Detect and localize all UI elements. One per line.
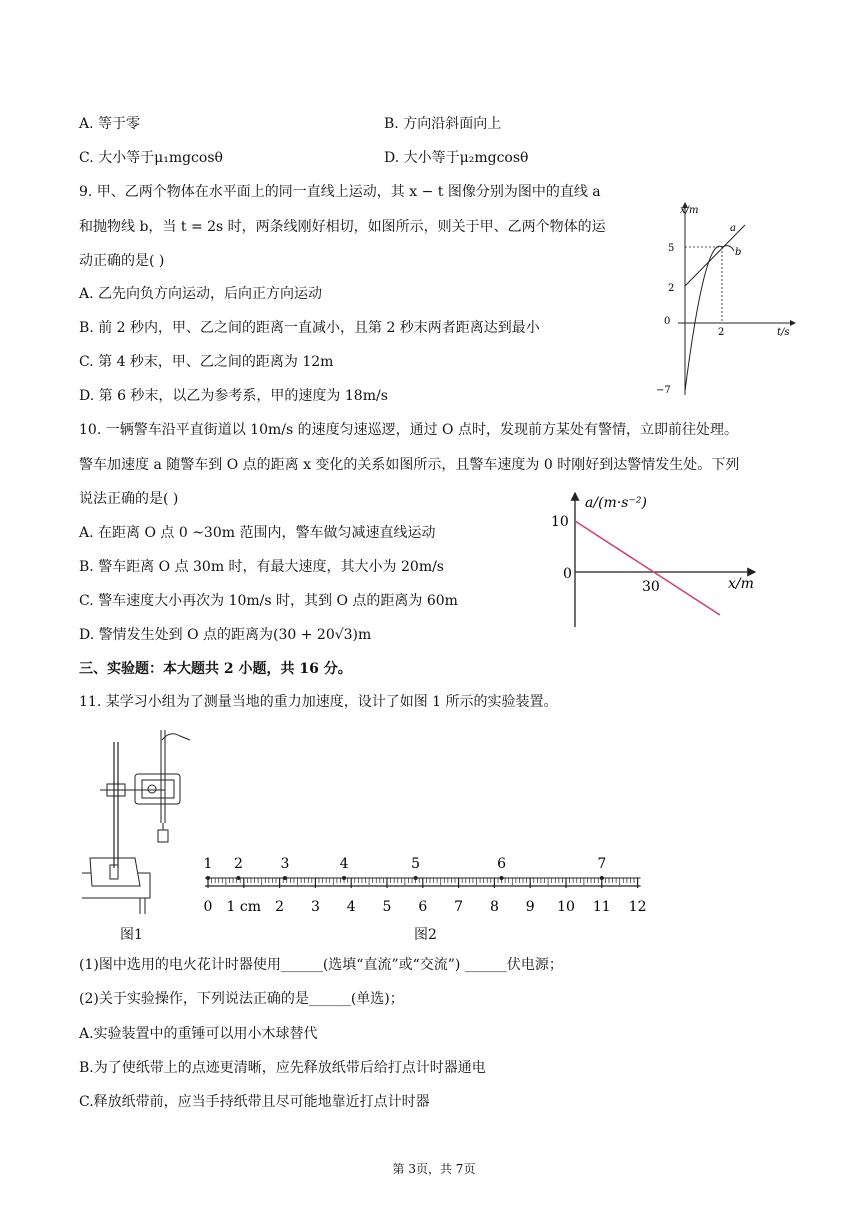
q10-option-a: A. 在距离 O 点 0 ~30m 范围内，警车做匀减速直线运动 (79, 525, 436, 541)
q11-figure-1-apparatus (80, 728, 200, 918)
q11-option-c: C.释放纸带前，应当手持纸带且尽可能地靠近打点计时器 (79, 1094, 430, 1110)
tape-dot (342, 876, 346, 880)
ruler-label: 8 (489, 899, 499, 915)
ruler-label: 9 (525, 899, 535, 915)
q10-option-c: C. 警车速度大小再次为 10m/s 时，其到 O 点的距离为 60m (79, 593, 458, 609)
tape-point-label: 1 (203, 856, 213, 872)
tape-dot (500, 876, 504, 880)
q9-option-c: C. 第 4 秒末，甲、乙之间的距离为 12m (79, 354, 334, 370)
ruler-label: 7 (454, 899, 464, 915)
q9-stem-line-1: 9. 甲、乙两个物体在水平面上的同一直线上运动，其 x − t 图像分别为图中的直线 a (79, 184, 601, 200)
tape-dot (414, 876, 418, 880)
tape-dot (600, 876, 604, 880)
q9-tick-5: 5 (668, 243, 675, 254)
ruler-label: 0 (203, 899, 213, 915)
ruler-label: 1 cm (226, 899, 262, 915)
ruler-label: 11 (592, 899, 611, 915)
ruler-label: 6 (418, 899, 428, 915)
q9-label-b: b (735, 247, 742, 258)
ruler-label: 4 (346, 899, 356, 915)
q9-option-d: D. 第 6 秒末，以乙为参考系，甲的速度为 18m/s (79, 388, 388, 404)
tape-dot (236, 876, 240, 880)
tape-point-label: 4 (339, 856, 349, 872)
q9-origin: 0 (664, 316, 671, 327)
section-3-heading: 三、实验题：本大题共 2 小题，共 16 分。 (79, 661, 352, 677)
q10-tick-10: 10 (551, 514, 569, 530)
q9-parabola-b (685, 246, 734, 391)
tape-point-label: 3 (280, 856, 290, 872)
ruler-label: 5 (382, 899, 392, 915)
q10-ax-graph (545, 485, 765, 630)
q10-stem-line-1: 10. 一辆警车沿平直街道以 10m/s 的速度匀速巡逻，通过 O 点时，发现前方某处有警情，立即前往处理。 (79, 422, 738, 438)
ruler-label: 10 (557, 899, 575, 915)
ruler-label: 3 (310, 899, 320, 915)
q10-stem-line-3: 说法正确的是( ) (79, 491, 179, 507)
q8-option-d: D. 大小等于μ₂mgcosθ (384, 150, 529, 166)
tape-point-label: 5 (411, 856, 421, 872)
tape-dot (206, 876, 210, 880)
tape-dot (283, 876, 287, 880)
q9-stem-line-2: 和抛物线 b，当 t = 2s 时，两条线刚好相切，如图所示，则关于甲、乙两个物体的运 (79, 219, 606, 235)
q10-y-axis-label: a/(m·s⁻²) (585, 495, 647, 511)
q10-stem-line-2: 警车加速度 a 随警车到 O 点的距离 x 变化的关系如图所示，且警车速度为 0 时刚好到达警情发生处。下列 (79, 457, 740, 473)
q10-a-line (575, 521, 720, 615)
q9-tick-neg7: −7 (656, 385, 671, 396)
q9-label-a: a (730, 223, 736, 234)
q9-option-b: B. 前 2 秒内，甲、乙之间的距离一直减小，且第 2 秒末两者距离达到最小 (79, 320, 540, 336)
ruler-label: 2 (275, 899, 285, 915)
q9-stem-line-3: 动正确的是( ) (79, 253, 165, 269)
q11-option-a: A.实验装置中的重锤可以用小木球替代 (79, 1026, 318, 1042)
q10-x-axis-label: x/m (728, 576, 754, 592)
tape-point-label: 6 (497, 856, 507, 872)
q11-fig1-caption: 图1 (120, 927, 143, 943)
q11-stem: 11. 某学习小组为了测量当地的重力加速度，设计了如图 1 所示的实验装置。 (79, 694, 558, 710)
q10-origin: 0 (563, 566, 572, 582)
ruler-label: 12 (628, 899, 647, 915)
q11-sub-2: (2)关于实验操作，下列说法正确的是______(单选)； (79, 991, 404, 1007)
page-footer: 第 3页，共 7页 (392, 1162, 476, 1176)
q8-option-a: A. 等于零 (79, 116, 141, 132)
q8-option-c: C. 大小等于μ₁mgcosθ (79, 150, 223, 166)
q10-option-b: B. 警车距离 O 点 30m 时，有最大速度，其大小为 20m/s (79, 559, 444, 575)
q9-y-axis-label: x/m (680, 205, 699, 216)
q9-tick-2: 2 (668, 283, 675, 294)
q10-option-d: D. 警情发生处到 O 点的距离为(30 + 20√3)m (79, 627, 372, 643)
q11-figure-2-ruler (195, 848, 655, 918)
q11-sub-1: (1)图中选用的电火花计时器使用______(选填“直流”或“交流”) ______伏电源； (79, 957, 563, 973)
q10-tick-30: 30 (642, 579, 660, 595)
q9-option-a: A. 乙先向负方向运动，后向正方向运动 (79, 286, 323, 302)
q9-tick-t2: 2 (718, 327, 725, 338)
q9-x-axis-label: t/s (777, 327, 790, 338)
tape-point-label: 2 (233, 856, 243, 872)
q11-fig2-caption: 图2 (414, 927, 437, 943)
q8-option-b: B. 方向沿斜面向上 (384, 116, 502, 132)
q11-option-b: B.为了使纸带上的点迹更清晰，应先释放纸带后给打点计时器通电 (79, 1060, 486, 1076)
q9-xt-graph (650, 195, 800, 405)
tape-point-label: 7 (597, 856, 607, 872)
